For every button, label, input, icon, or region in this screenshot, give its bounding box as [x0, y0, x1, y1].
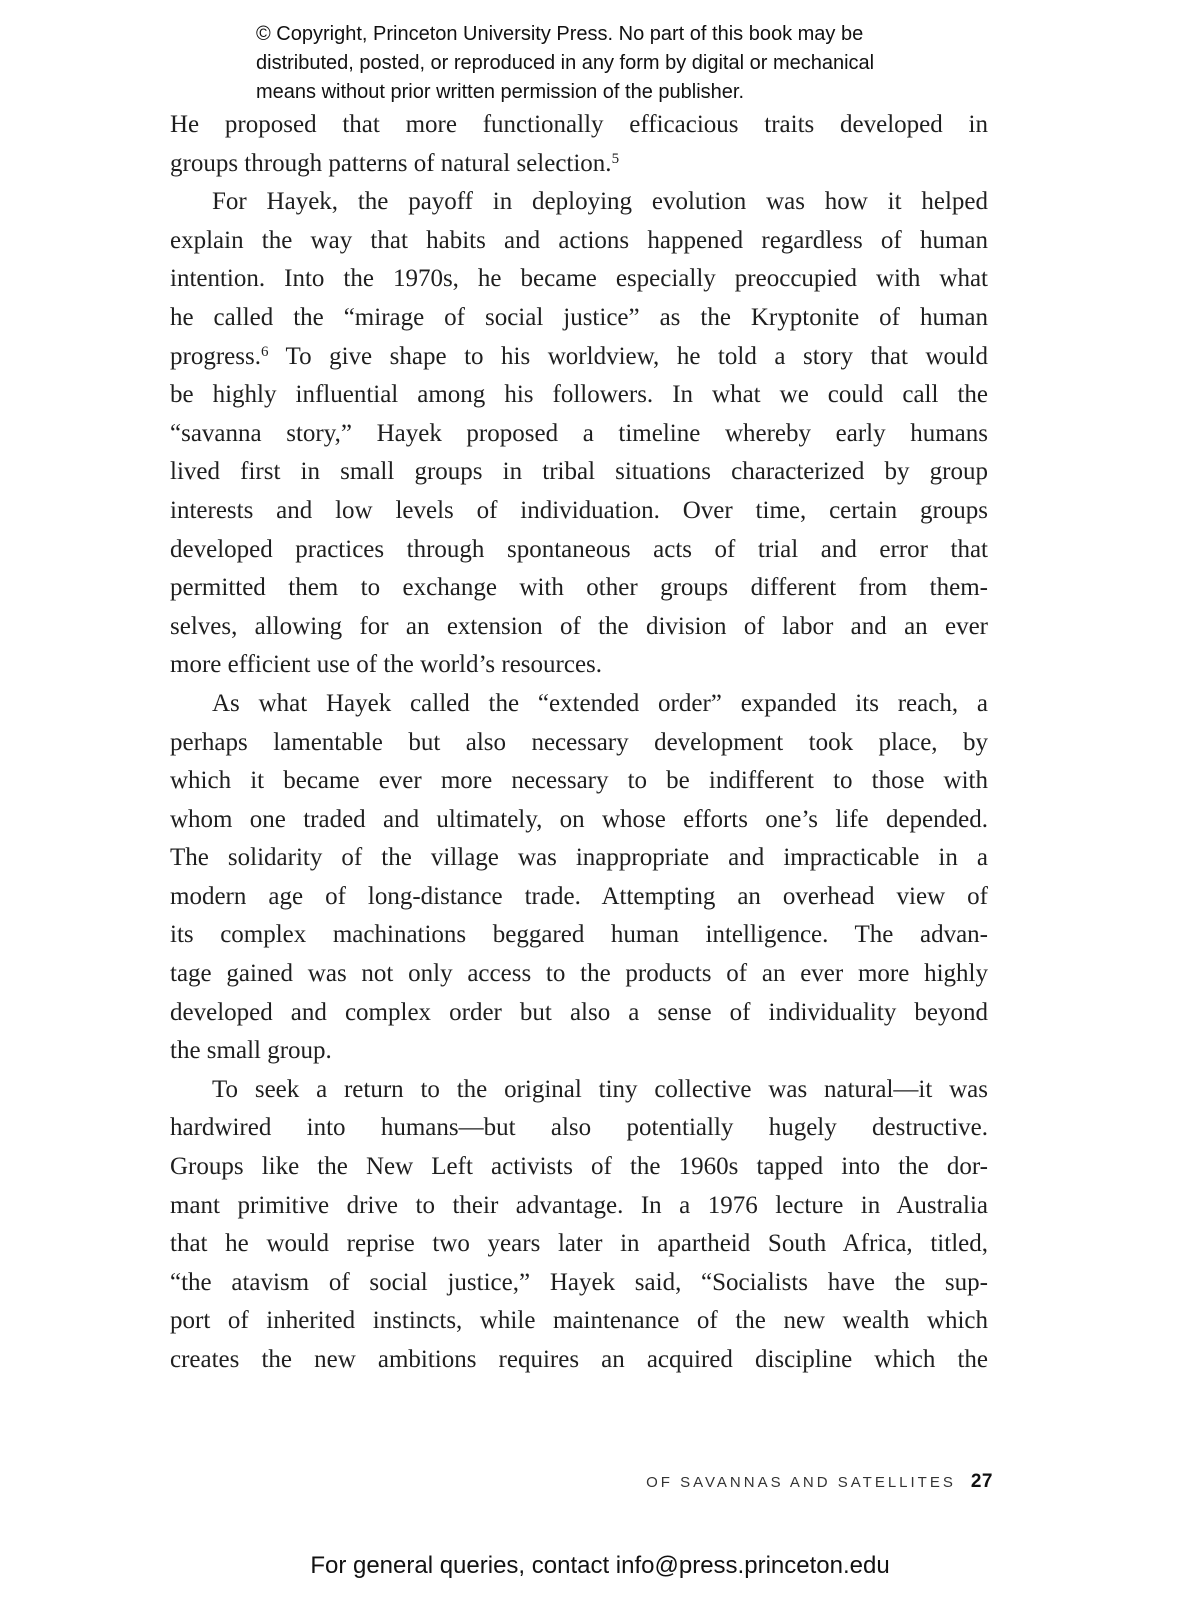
body-line: Groups like the New Left activists of the 1960s tapped into the dor-	[170, 1153, 988, 1181]
body-line: groups through patterns of natural selection.$^5$	[170, 149, 620, 177]
body-line: progress.$^6$ To give shape to his worldview, he told a story that would	[170, 342, 988, 370]
body-line: mant primitive drive to their advantage. In a 1976 lecture in Australia	[170, 1191, 988, 1219]
body-line: He proposed that more functionally efficacious traits developed in	[170, 111, 988, 138]
body-line: which it became ever more necessary to be indifferent to those with	[170, 767, 988, 795]
running-head-title: OF SAVANNAS AND SATELLITES	[646, 1474, 956, 1491]
body-line: perhaps lamentable but also necessary development took place, by	[170, 728, 988, 756]
general-queries-line: For general queries, contact info@press.princeton.edu	[310, 1552, 890, 1579]
body-line: that he would reprise two years later in apartheid South Africa, titled,	[170, 1230, 988, 1258]
body-line: “savanna story,” Hayek proposed a timeline whereby early humans	[170, 419, 988, 447]
footnote-reference: 6	[260, 344, 269, 361]
body-line: tage gained was not only access to the products of an ever more highly	[170, 960, 988, 988]
body-line: lived first in small groups in tribal situations characterized by group	[170, 458, 988, 486]
body-line: hardwired into humans—but also potentially hugely destructive.	[170, 1114, 988, 1142]
body-text	[170, 106, 988, 1380]
footnote-reference: 5	[611, 151, 620, 168]
body-line: modern age of long-distance trade. Attempting an overhead view of	[170, 882, 988, 910]
copyright-line: distributed, posted, or reproduced in any form by digital or mechanical	[256, 52, 875, 74]
body-line: intention. Into the 1970s, he became especially preoccupied with what	[170, 265, 988, 293]
body-line: For Hayek, the payoff in deploying evolution was how it helped	[212, 188, 988, 216]
copyright-line: © Copyright, Princeton University Press. No part of this book may be	[256, 23, 864, 45]
body-line: more efficient use of the world’s resources.	[170, 651, 603, 679]
body-line: permitted them to exchange with other groups different from them-	[170, 574, 988, 602]
copyright-line: means without prior written permission of the publisher.	[256, 81, 745, 103]
body-line: selves, allowing for an extension of the division of labor and an ever	[170, 612, 988, 640]
body-line: whom one traded and ultimately, on whose efforts one’s life depended.	[170, 805, 988, 833]
body-line: To seek a return to the original tiny collective was natural—it was	[212, 1075, 988, 1103]
body-line: he called the “mirage of social justice” as the Kryptonite of human	[170, 303, 988, 331]
body-line: The solidarity of the village was inappropriate and impracticable in a	[170, 844, 988, 872]
body-line: be highly influential among his followers. In what we could call the	[170, 381, 988, 409]
page-number: 27	[970, 1471, 993, 1492]
page-footer	[646, 1471, 993, 1493]
body-line: developed practices through spontaneous acts of trial and error that	[170, 535, 988, 563]
body-line: As what Hayek called the “extended order” expanded its reach, a	[212, 689, 988, 717]
body-line: “the atavism of social justice,” Hayek said, “Socialists have the sup-	[170, 1268, 988, 1296]
body-line: port of inherited instincts, while maintenance of the new wealth which	[170, 1307, 988, 1335]
body-line: the small group.	[170, 1037, 332, 1065]
body-line: creates the new ambitions requires an acquired discipline which the	[170, 1346, 988, 1373]
body-line: explain the way that habits and actions happened regardless of human	[170, 226, 988, 254]
copyright-notice	[256, 20, 956, 107]
body-line: interests and low levels of individuation. Over time, certain groups	[170, 496, 988, 524]
body-line: developed and complex order but also a sense of individuality beyond	[170, 998, 988, 1026]
body-line: its complex machinations beggared human intelligence. The advan-	[170, 921, 988, 949]
